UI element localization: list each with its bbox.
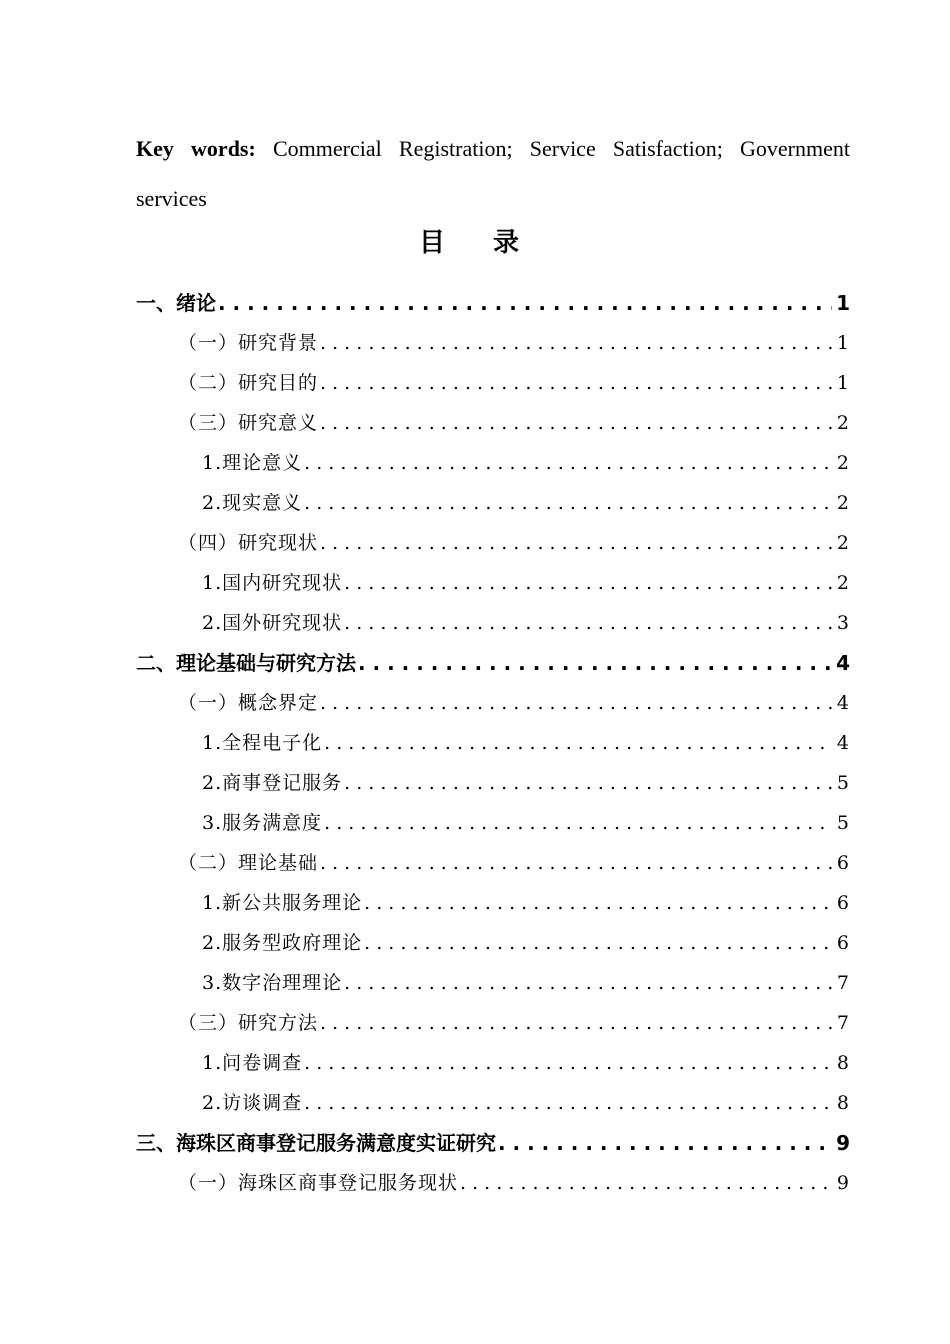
toc-entry[interactable] <box>136 483 850 523</box>
toc-page-number: 6 <box>836 892 850 914</box>
toc-entry[interactable] <box>136 963 850 1003</box>
toc-entry-title: 2.访谈调查 <box>202 1092 303 1114</box>
toc-entry[interactable] <box>136 1043 850 1083</box>
toc-entry[interactable] <box>136 443 850 483</box>
toc-page-number: 3 <box>836 612 850 634</box>
toc-entry-title: 一、绪论 <box>136 291 216 315</box>
toc-entry[interactable] <box>136 843 850 883</box>
toc-entry-title: （三）研究方法 <box>178 1012 319 1034</box>
toc-dot-leader <box>320 523 833 563</box>
toc-page-number: 1 <box>836 372 850 394</box>
toc-dot-leader <box>344 763 833 803</box>
toc-dot-leader <box>320 683 833 723</box>
toc-page-number: 2 <box>836 412 850 434</box>
toc-entry-title: 1.新公共服务理论 <box>202 892 363 914</box>
toc-entry-title: 1.国内研究现状 <box>202 572 343 594</box>
toc-entry[interactable] <box>136 1083 850 1123</box>
table-of-contents <box>136 283 850 1203</box>
toc-dot-leader <box>364 883 833 923</box>
toc-entry-title: 3.服务满意度 <box>202 812 323 834</box>
toc-dot-leader <box>320 403 833 443</box>
toc-entry-title: 三、海珠区商事登记服务满意度实证研究 <box>136 1131 496 1155</box>
toc-dot-leader <box>364 923 833 963</box>
toc-entry-title: 2.服务型政府理论 <box>202 932 363 954</box>
toc-entry[interactable] <box>136 603 850 643</box>
toc-entry-title: 1.全程电子化 <box>202 732 323 754</box>
toc-page-number: 8 <box>836 1052 850 1074</box>
toc-entry[interactable] <box>136 1123 850 1163</box>
toc-entry-title: （二）研究目的 <box>178 372 319 394</box>
toc-entry[interactable] <box>136 883 850 923</box>
toc-dot-leader <box>344 603 833 643</box>
toc-entry-title: 二、理论基础与研究方法 <box>136 651 356 675</box>
toc-page-number: 7 <box>836 1012 850 1034</box>
toc-entry[interactable] <box>136 283 850 323</box>
toc-page-number: 7 <box>836 972 850 994</box>
toc-dot-leader <box>344 963 833 1003</box>
toc-entry-title: （一）海珠区商事登记服务现状 <box>178 1172 459 1194</box>
toc-entry[interactable] <box>136 1163 850 1203</box>
toc-dot-leader <box>498 1123 832 1163</box>
toc-entry-title: 2.现实意义 <box>202 492 303 514</box>
toc-dot-leader <box>344 563 833 603</box>
toc-dot-leader <box>460 1163 833 1203</box>
toc-page-number: 4 <box>836 651 850 675</box>
toc-entry[interactable] <box>136 923 850 963</box>
toc-entry-title: 2.国外研究现状 <box>202 612 343 634</box>
toc-page-number: 2 <box>836 452 850 474</box>
toc-page-number: 6 <box>836 932 850 954</box>
toc-dot-leader <box>304 483 833 523</box>
toc-entry-title: （四）研究现状 <box>178 532 319 554</box>
toc-entry[interactable] <box>136 1003 850 1043</box>
keywords-paragraph <box>136 124 850 224</box>
toc-page-number: 9 <box>836 1131 850 1155</box>
toc-dot-leader <box>324 723 833 763</box>
toc-page-number: 5 <box>836 812 850 834</box>
toc-entry[interactable] <box>136 523 850 563</box>
toc-dot-leader <box>324 803 833 843</box>
toc-page-number: 2 <box>836 532 850 554</box>
toc-dot-leader <box>218 283 832 323</box>
toc-title: 目录 <box>418 228 567 258</box>
toc-entry-title: （一）概念界定 <box>178 692 319 714</box>
toc-dot-leader <box>358 643 832 683</box>
toc-entry-title: （二）理论基础 <box>178 852 319 874</box>
toc-dot-leader <box>320 363 833 403</box>
toc-page-number: 4 <box>836 692 850 714</box>
keywords-label: Key words: <box>136 136 256 161</box>
toc-entry-title: 2.商事登记服务 <box>202 772 343 794</box>
toc-dot-leader <box>320 843 833 883</box>
toc-entry[interactable] <box>136 723 850 763</box>
toc-entry[interactable] <box>136 363 850 403</box>
toc-dot-leader <box>320 323 833 363</box>
toc-dot-leader <box>320 1003 833 1043</box>
toc-dot-leader <box>304 1043 833 1083</box>
toc-entry[interactable] <box>136 563 850 603</box>
toc-page-number: 2 <box>836 572 850 594</box>
toc-page-number: 4 <box>836 732 850 754</box>
toc-dot-leader <box>304 1083 833 1123</box>
toc-entry[interactable] <box>136 803 850 843</box>
toc-entry-title: （一）研究背景 <box>178 332 319 354</box>
toc-entry-title: 1.理论意义 <box>202 452 303 474</box>
toc-entry[interactable] <box>136 323 850 363</box>
toc-entry-title: 1.问卷调查 <box>202 1052 303 1074</box>
keywords-text: Commercial Registration; Service Satisfaction; Government services <box>136 136 850 211</box>
toc-page-number: 2 <box>836 492 850 514</box>
toc-page-number: 5 <box>836 772 850 794</box>
toc-page-number: 6 <box>836 852 850 874</box>
toc-page-number: 8 <box>836 1092 850 1114</box>
toc-entry[interactable] <box>136 683 850 723</box>
toc-page-number: 1 <box>836 291 850 315</box>
toc-page-number: 9 <box>836 1172 850 1194</box>
toc-entry[interactable] <box>136 403 850 443</box>
toc-entry[interactable] <box>136 643 850 683</box>
toc-page-number: 1 <box>836 332 850 354</box>
toc-entry-title: 3.数字治理理论 <box>202 972 343 994</box>
toc-dot-leader <box>304 443 833 483</box>
toc-entry[interactable] <box>136 763 850 803</box>
toc-entry-title: （三）研究意义 <box>178 412 319 434</box>
